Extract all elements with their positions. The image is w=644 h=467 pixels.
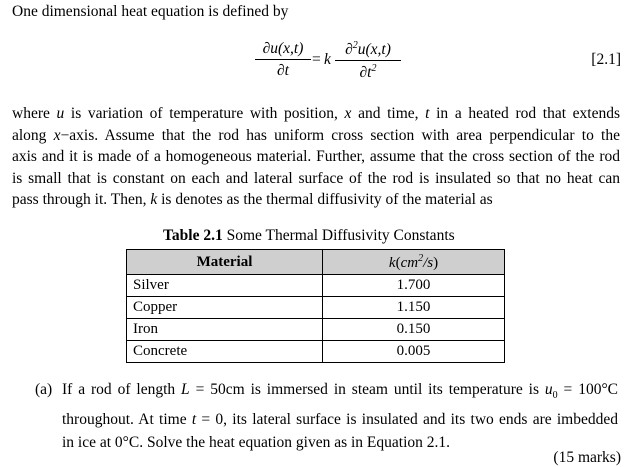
partial-symbol: ∂ — [345, 41, 353, 58]
coefficient-k: k — [324, 51, 331, 68]
table-header-row — [127, 250, 505, 275]
value-cell: 0.150 — [323, 319, 505, 341]
paragraph-line-3: axis and it is made of a homogeneous material. Further, assume that the cross section of the rod — [12, 148, 620, 165]
table-row — [127, 297, 505, 319]
question-line-2: throughout. At time t = 0, its lateral surface is insulated and its two ends are imbedded — [62, 410, 618, 428]
fraction-bar — [255, 59, 311, 60]
header-k: $k(cm^2/s)$ — [323, 250, 505, 275]
rhs-fraction — [335, 40, 401, 82]
rhs-denominator — [335, 63, 401, 82]
table-caption-text: Some Thermal Diffusivity Constants — [222, 227, 455, 244]
question-a — [35, 378, 618, 455]
value-cell: 1.700 — [323, 275, 505, 297]
rhs-num-function: u(x,t) — [357, 41, 391, 58]
table-row — [127, 319, 505, 341]
fraction-bar — [335, 60, 401, 61]
paragraph-line-1: where u is variation of temperature with position, x and time, t in a heated rod that extends — [12, 105, 620, 122]
heat-equation — [250, 34, 410, 94]
material-cell: Iron — [127, 319, 323, 341]
description-paragraph — [12, 103, 620, 211]
lhs-denominator: ∂t — [277, 62, 289, 79]
paragraph-line-2: along x−axis. Assume that the rod has uniform cross section with area perpendicular to the — [12, 126, 620, 144]
lhs-fraction — [255, 40, 311, 80]
question-line-1: If a rod of length L = 50cm is immersed in steam until its temperature is $u_0 = 100^\circ C$ — [62, 381, 618, 402]
material-cell: Silver — [127, 275, 323, 297]
table-row — [127, 275, 505, 297]
material-cell: Concrete — [127, 341, 323, 363]
value-cell: 1.150 — [323, 297, 505, 319]
rhs-numerator — [335, 40, 401, 59]
table-row — [127, 341, 505, 363]
question-body — [62, 378, 618, 455]
question-line-3: in ice at 0°C. Solve the heat equation given as in Equation 2.1. — [62, 434, 451, 452]
equation-number: [2.1] — [591, 51, 621, 68]
question-label: (a) — [35, 381, 53, 398]
rhs-den-base: ∂t — [359, 64, 372, 81]
table-caption — [163, 227, 455, 245]
diffusivity-table — [126, 249, 505, 363]
header-material: Material — [127, 250, 323, 275]
value-cell: 0.005 — [323, 341, 505, 363]
rhs-den-exponent: 2 — [371, 63, 377, 74]
lhs-numerator: ∂u(x,t) — [262, 40, 304, 57]
paragraph-line-4: is small that is constant on each and lateral surface of the rod is insulated so that no heat can — [12, 169, 620, 187]
paragraph-line-5: pass through it. Then, k is denotes as the thermal diffusivity of the material as — [12, 191, 493, 208]
equals-sign: = — [312, 51, 321, 68]
intro-text: One dimensional heat equation is defined by — [12, 3, 289, 20]
material-cell: Copper — [127, 297, 323, 319]
table-caption-label: Table 2.1 — [163, 227, 223, 244]
rhs-num-exponent: 2 — [352, 40, 358, 51]
marks-label: (15 marks) — [553, 449, 621, 466]
